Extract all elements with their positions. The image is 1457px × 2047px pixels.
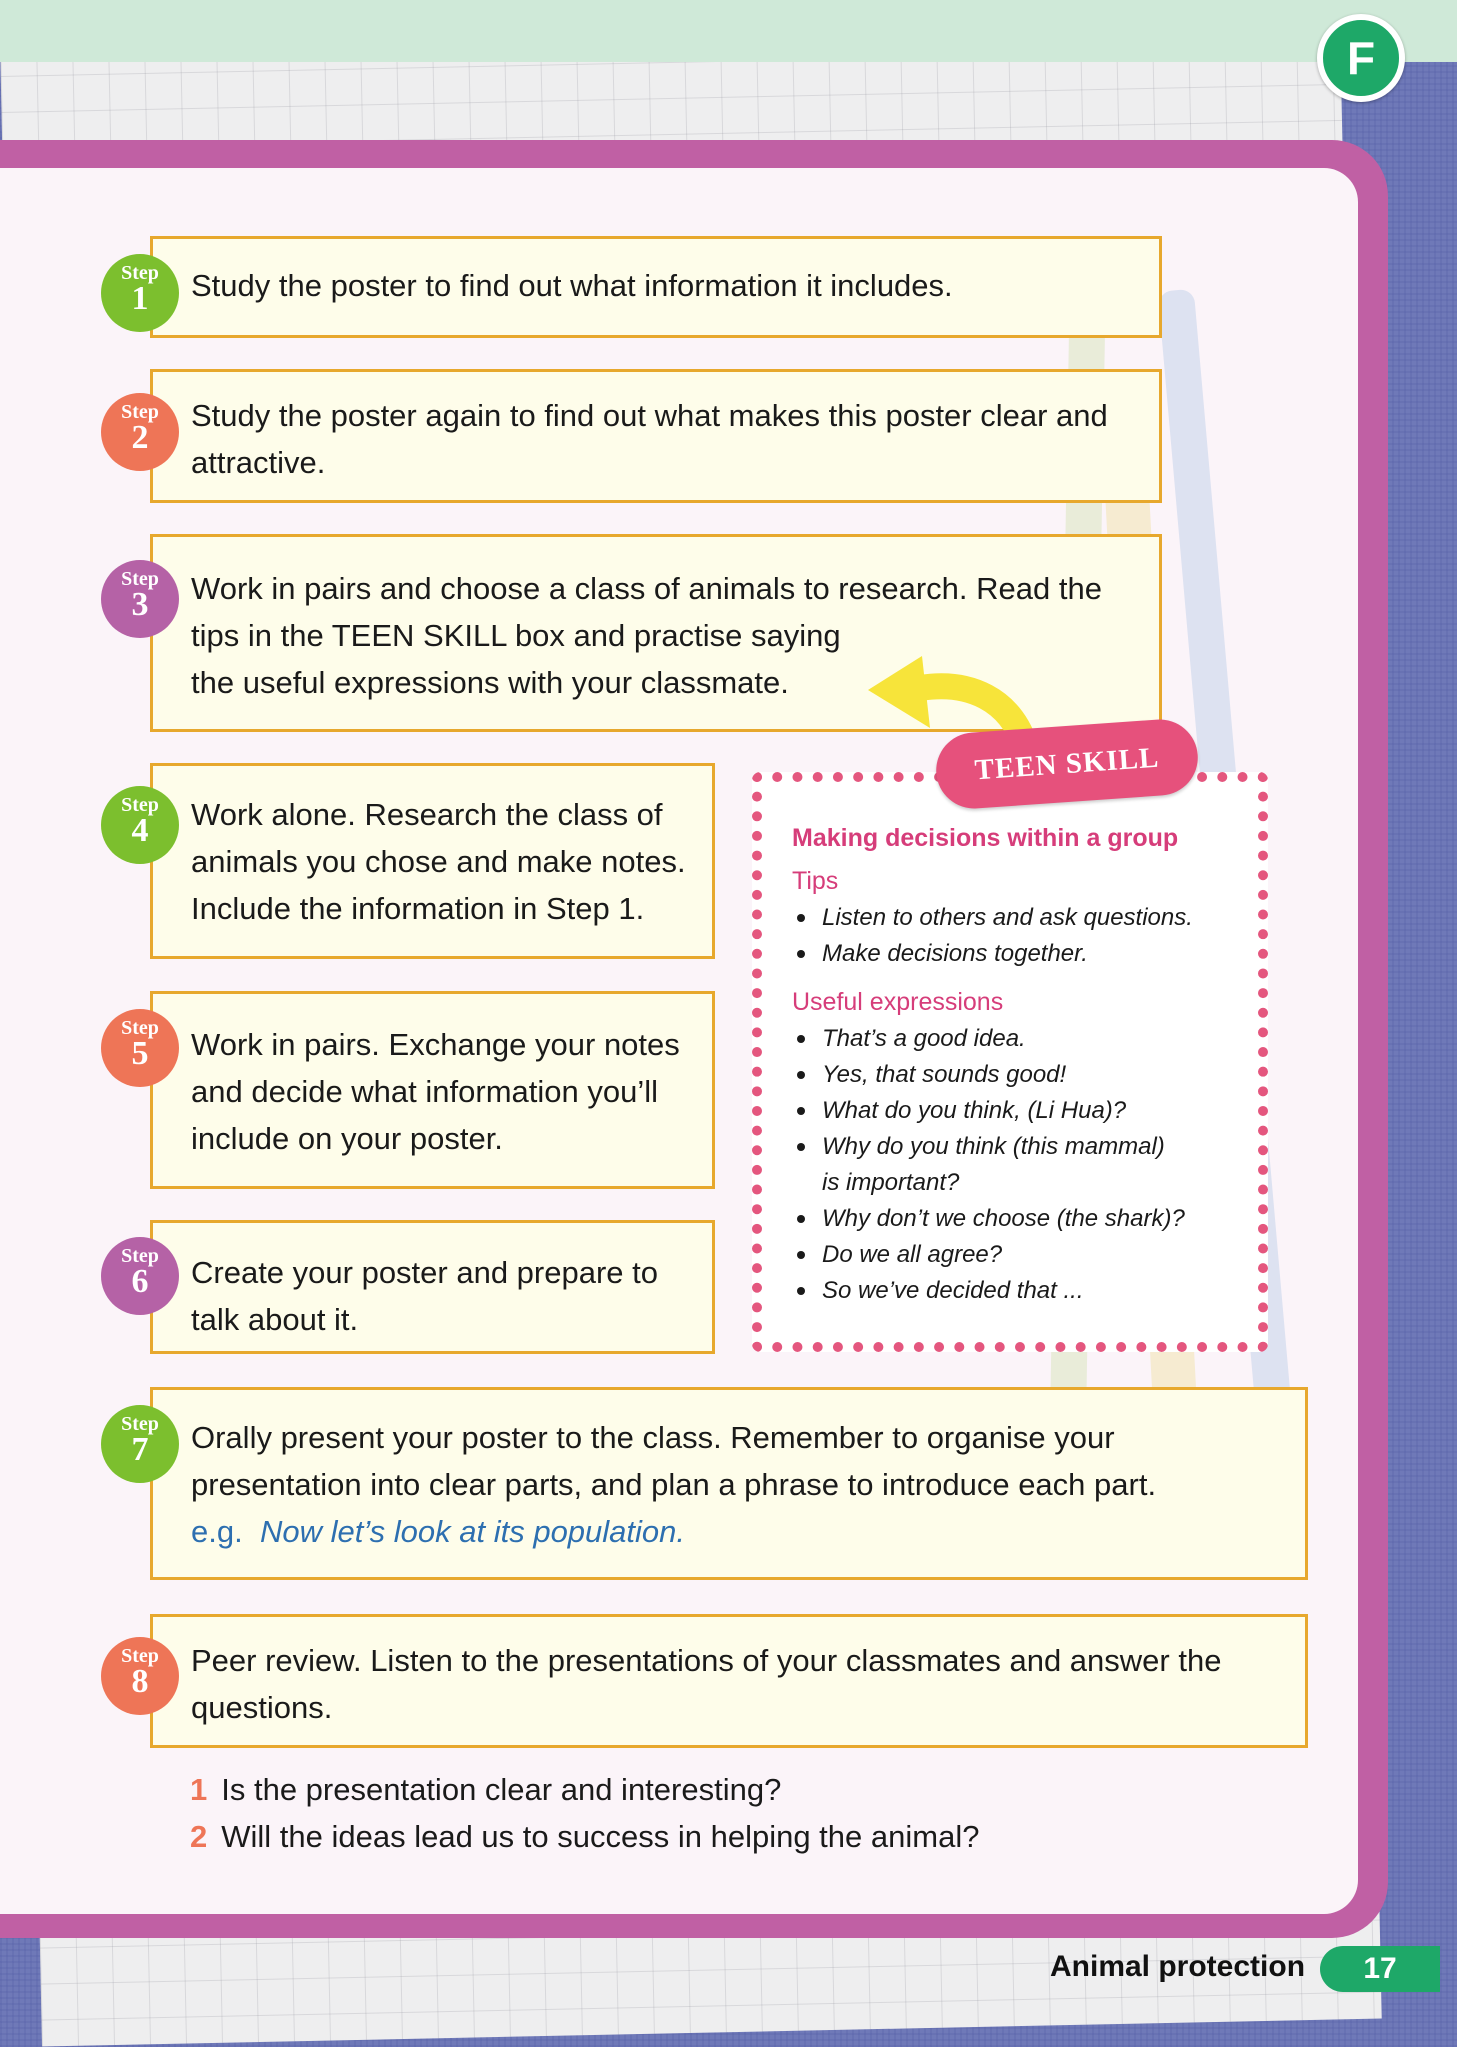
step-badge-number: 3 xyxy=(131,586,149,623)
step-8-box xyxy=(150,1614,1308,1748)
step-badge-number: 2 xyxy=(131,419,149,456)
step-5-line: Work in pairs. Exchange your notes xyxy=(191,1027,680,1062)
question-number: 1 xyxy=(190,1772,208,1807)
unit-title: Animal protection xyxy=(1050,1950,1306,1983)
step-3-line: Work in pairs and choose a class of animals to research. Read the xyxy=(191,571,1102,606)
step-3-line: tips in the TEEN SKILL box and practise saying xyxy=(191,618,841,653)
step-badge-number: 6 xyxy=(131,1263,149,1300)
question-text: Will the ideas lead us to success in helping the animal? xyxy=(221,1819,980,1854)
step-4-line: Include the information in Step 1. xyxy=(191,891,645,926)
step-4-line: Work alone. Research the class of xyxy=(191,797,663,832)
step-2-badge xyxy=(101,393,179,471)
step-6-box xyxy=(150,1220,715,1354)
tip-item: Listen to others and ask questions. xyxy=(792,900,1236,936)
tips-list xyxy=(792,900,1236,972)
step-4-line: animals you chose and make notes. xyxy=(191,844,686,879)
step-badge-word: Step xyxy=(121,1245,159,1267)
example-text: Now let’s look at its population. xyxy=(259,1514,686,1549)
expression-item: Why don’t we choose (the shark)? xyxy=(792,1201,1236,1237)
tips-heading: Tips xyxy=(792,867,839,895)
step-8-line: questions. xyxy=(191,1690,333,1725)
expression-item: Do we all agree? xyxy=(792,1237,1236,1273)
step-badge-number: 4 xyxy=(131,812,149,849)
step-5-badge xyxy=(101,1009,179,1087)
step-2-box xyxy=(150,369,1162,503)
step-badge-word: Step xyxy=(121,262,159,284)
tip-item: Make decisions together. xyxy=(792,936,1236,972)
step-2-text: Study the poster again to find out what makes this poster clear and attractive. xyxy=(191,398,1108,480)
step-5-box xyxy=(150,991,715,1189)
example-prefix: e.g. xyxy=(191,1514,243,1549)
step-badge-word: Step xyxy=(121,568,159,590)
expression-item: That’s a good idea. xyxy=(792,1021,1236,1057)
question-text: Is the presentation clear and interesting? xyxy=(221,1772,782,1807)
step-1-text: Study the poster to find out what information it includes. xyxy=(191,268,953,303)
step-1-badge xyxy=(101,254,179,332)
step-6-badge xyxy=(101,1237,179,1315)
step-badge-word: Step xyxy=(121,794,159,816)
step-badge-word: Step xyxy=(121,1017,159,1039)
teen-skill-box xyxy=(752,772,1268,1352)
step-7-badge xyxy=(101,1405,179,1483)
step-7-box xyxy=(150,1387,1308,1580)
teen-skill-title: Making decisions within a group xyxy=(792,824,1179,852)
step-3-line: the useful expressions with your classmate. xyxy=(191,665,789,700)
page-number: 17 xyxy=(1320,1946,1440,1992)
step-4-box xyxy=(150,763,715,959)
step-badge-number: 5 xyxy=(131,1035,149,1072)
step-5-line: include on your poster. xyxy=(191,1121,503,1156)
step-8-badge xyxy=(101,1637,179,1715)
step-6-line: Create your poster and prepare to xyxy=(191,1255,658,1290)
expression-item: What do you think, (Li Hua)? xyxy=(792,1093,1236,1129)
step-7-line: presentation into clear parts, and plan a phrase to introduce each part. xyxy=(191,1467,1157,1502)
step-3-badge xyxy=(101,560,179,638)
question-number: 2 xyxy=(190,1819,208,1854)
step-7-example xyxy=(191,1508,1281,1555)
step-4-badge xyxy=(101,786,179,864)
expression-item: So we’ve decided that ... xyxy=(792,1273,1236,1309)
step-badge-number: 8 xyxy=(131,1663,149,1700)
step-badge-number: 7 xyxy=(131,1431,149,1468)
step-6-line: talk about it. xyxy=(191,1302,359,1337)
step-badge-number: 1 xyxy=(131,280,149,317)
step-1-box xyxy=(150,236,1162,338)
step-badge-word: Step xyxy=(121,1413,159,1435)
step-7-line: Orally present your poster to the class. Remember to organise your xyxy=(191,1420,1115,1455)
expression-item: Yes, that sounds good! xyxy=(792,1057,1236,1093)
useful-expressions-list xyxy=(792,1021,1236,1309)
section-badge: F xyxy=(1317,14,1405,102)
question-item xyxy=(190,1766,781,1813)
step-5-line: and decide what information you’ll xyxy=(191,1074,658,1109)
useful-expressions-heading: Useful expressions xyxy=(792,988,1004,1016)
step-badge-word: Step xyxy=(121,401,159,423)
question-item xyxy=(190,1813,979,1860)
expression-item: Why do you think (this mammal) is important? xyxy=(792,1129,1236,1201)
step-badge-word: Step xyxy=(121,1645,159,1667)
top-band xyxy=(0,0,1457,62)
step-8-line: Peer review. Listen to the presentations of your classmates and answer the xyxy=(191,1643,1222,1678)
teen-skill-tag: TEEN SKILL xyxy=(934,717,1201,811)
